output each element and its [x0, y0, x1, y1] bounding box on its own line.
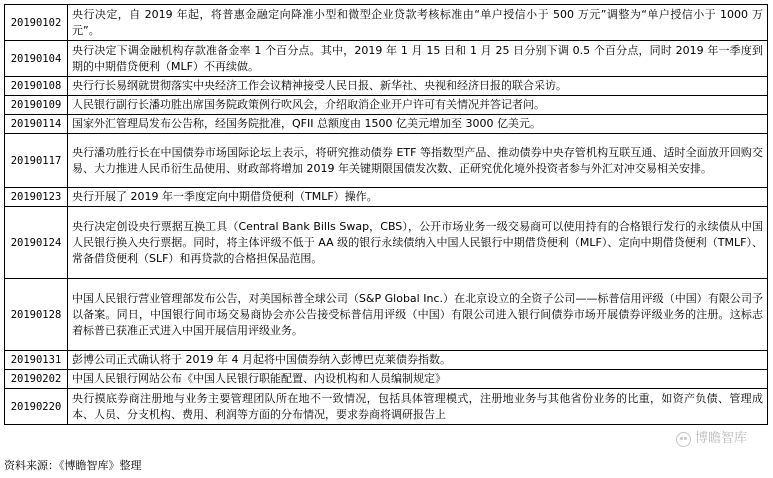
row-text: 央行决定，自 2019 年起，将普惠金融定向降准小型和微型企业贷款考核标准由“单户授信小于 500 万元”调整为“单户授信小于 1000 万元”。	[68, 5, 768, 41]
table-row	[5, 389, 768, 425]
table-row	[5, 188, 768, 207]
row-date: 20190114	[5, 115, 68, 134]
row-text: 央行决定创设央行票据互换工具（Central Bank Bills Swap，CBS），公开市场业务一级交易商可以使用持有的合格银行发行的永续债从中国人民银行换入央行票据。同时，将主体评级不低于 AA 级的银行永续债纳入中国人民银行中期借贷便利（MLF）、定向中期借贷便利（TMLF）、常备借贷便利（SLF）和再贷款的合格担保品范围。	[68, 207, 768, 279]
row-text: 彭博公司正式确认将于 2019 年 4 月起将中国债券纳入彭博巴克莱债券指数。	[68, 351, 768, 370]
row-date: 20190128	[5, 279, 68, 351]
table-row	[5, 207, 768, 279]
table-row	[5, 41, 768, 77]
table-row	[5, 115, 768, 134]
row-date: 20190131	[5, 351, 68, 370]
row-text: 中国人民银行营业管理部发布公告，对美国标普全球公司（S&P Global Inc.）在北京设立的全资子公司——标普信用评级（中国）有限公司予以备案。同日，中国银行间市场交易商协会亦公告接受标普信用评级（中国）有限公司进入银行间债券市场开展债券评级业务的注册。这标志着标普已获准正式进入中国开展信用评级业务。	[68, 279, 768, 351]
row-text: 国家外汇管理局发布公告称，经国务院批准，QFII 总额度由 1500 亿美元增加至 3000 亿美元。	[68, 115, 768, 134]
row-date: 20190102	[5, 5, 68, 41]
row-date: 20190104	[5, 41, 68, 77]
table-row	[5, 370, 768, 389]
row-text: 央行摸底券商注册地与业务主要管理团队所在地不一致情况，包括具体管理模式，注册地业务与其他省份业务的比重，如资产负债、管理成本、人员、分支机构、费用、利润等方面的分布情况，要求券商将调研报告上	[68, 389, 768, 425]
row-text: 央行潘功胜行长在中国债券市场国际论坛上表示，将研究推动债券 ETF 等指数型产品、推动债券中央存管机构互联互通、适时全面放开回购交易、大力推进人民币衍生品使用、财政部将增加 2019 年关键期限国债发次数、正研究优化境外投资者参与外汇对冲交易相关安排。	[68, 134, 768, 188]
row-date: 20190202	[5, 370, 68, 389]
row-date: 20190108	[5, 77, 68, 96]
row-text: 人民银行副行长潘功胜出席国务院政策例行吹风会，介绍取消企业开户许可有关情况并答记者问。	[68, 96, 768, 115]
table-row	[5, 279, 768, 351]
row-date: 20190109	[5, 96, 68, 115]
table-row	[5, 77, 768, 96]
source-note: 资料来源：《博瞻智库》整理	[4, 459, 142, 472]
row-date: 20190220	[5, 389, 68, 425]
row-text: 央行行长易纲就贯彻落实中央经济工作会议精神接受人民日报、新华社、央视和经济日报的联合采访。	[68, 77, 768, 96]
row-text: 中国人民银行网站公布《中国人民银行职能配置、内设机构和人员编制规定》	[68, 370, 768, 389]
row-text: 央行开展了 2019 年一季度定向中期借贷便利（TMLF）操作。	[68, 188, 768, 207]
table-row	[5, 134, 768, 188]
row-date: 20190117	[5, 134, 68, 188]
watermark	[676, 431, 747, 447]
wechat-icon	[676, 432, 691, 447]
row-text: 央行决定下调金融机构存款准备金率 1 个百分点。其中，2019 年 1 月 15 日和 1 月 25 日分别下调 0.5 个百分点，同时 2019 年一季度到期的中期借贷便利（MLF）不再续做。	[68, 41, 768, 77]
events-table	[4, 4, 768, 425]
table-row	[5, 5, 768, 41]
row-date: 20190124	[5, 207, 68, 279]
row-date: 20190123	[5, 188, 68, 207]
table-row	[5, 96, 768, 115]
table-row	[5, 351, 768, 370]
watermark-text: 博瞻智库	[694, 431, 747, 446]
